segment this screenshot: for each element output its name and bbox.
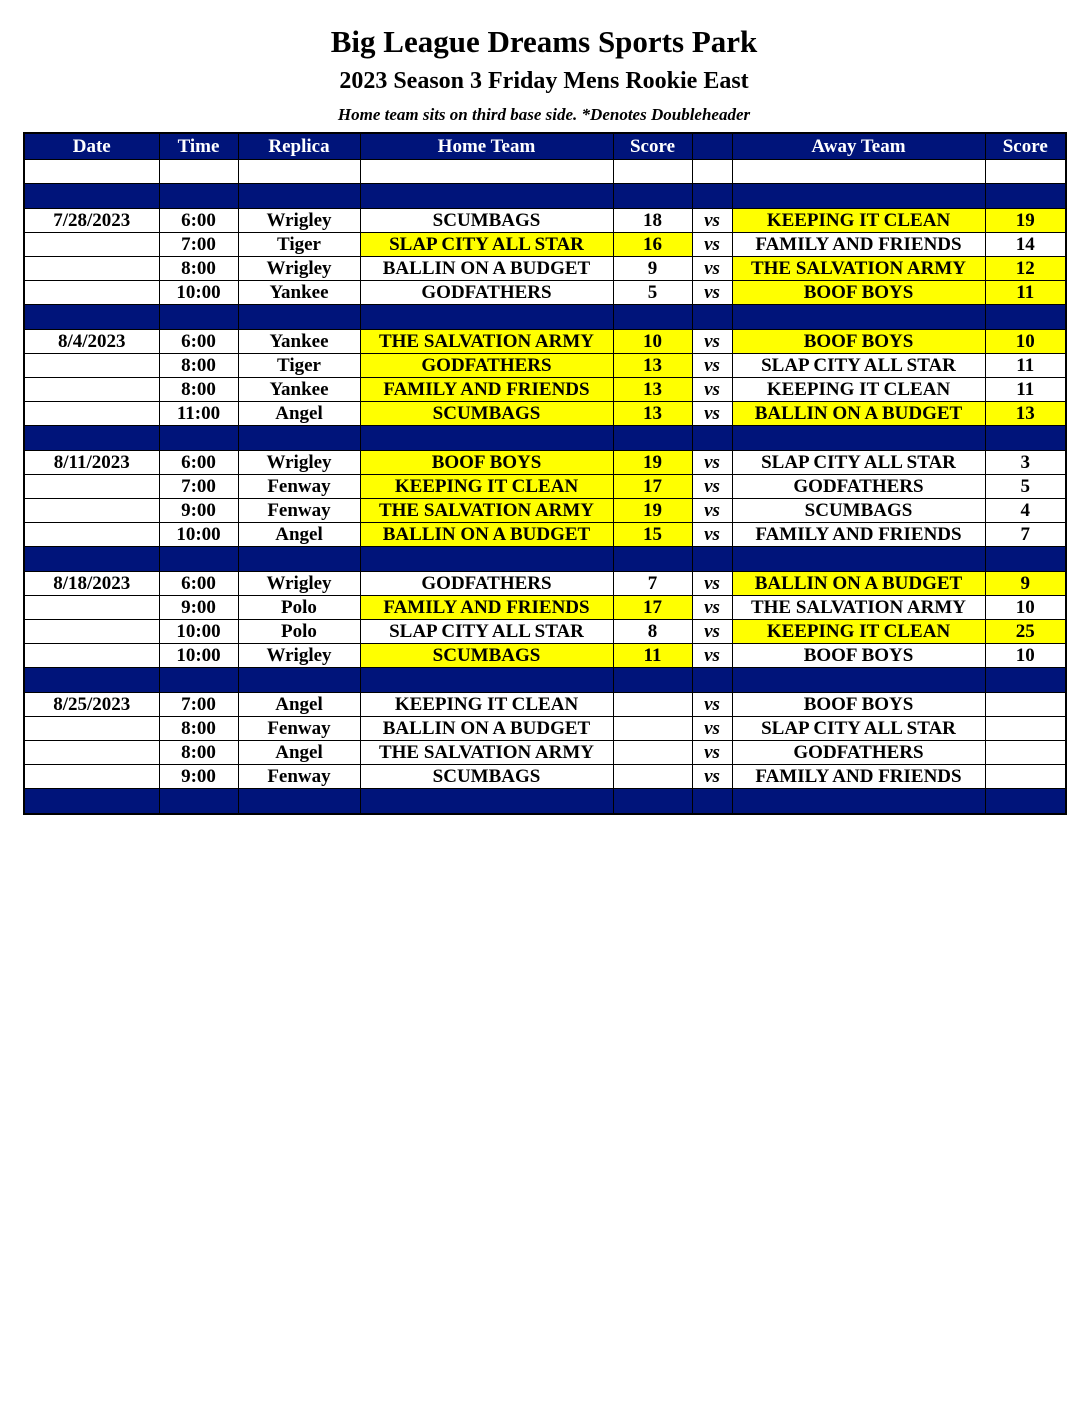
away-team: FAMILY AND FRIENDS <box>732 233 985 257</box>
blank-row <box>24 160 1066 184</box>
separator-row-cell <box>360 426 613 451</box>
home-score: 8 <box>613 620 692 644</box>
game-row <box>24 596 1066 620</box>
col-header-away-score: Score <box>985 133 1066 160</box>
game-time: 7:00 <box>159 475 238 499</box>
away-team: GODFATHERS <box>732 741 985 765</box>
home-score: 13 <box>613 378 692 402</box>
game-date <box>24 620 159 644</box>
game-replica: Wrigley <box>238 572 360 596</box>
home-score: 17 <box>613 475 692 499</box>
game-time: 8:00 <box>159 741 238 765</box>
game-replica: Yankee <box>238 281 360 305</box>
separator-row <box>24 547 1066 572</box>
game-time: 6:00 <box>159 330 238 354</box>
game-replica: Tiger <box>238 233 360 257</box>
vs-label: vs <box>692 257 732 281</box>
game-row <box>24 378 1066 402</box>
game-date <box>24 402 159 426</box>
game-date <box>24 378 159 402</box>
home-team: GODFATHERS <box>360 281 613 305</box>
away-score <box>985 693 1066 717</box>
away-team: SCUMBAGS <box>732 499 985 523</box>
home-score <box>613 717 692 741</box>
separator-row-cell <box>613 547 692 572</box>
vs-label: vs <box>692 523 732 547</box>
separator-row-cell <box>985 668 1066 693</box>
separator-row-cell <box>24 668 159 693</box>
separator-row <box>24 426 1066 451</box>
vs-label: vs <box>692 499 732 523</box>
separator-row-cell <box>360 789 613 815</box>
home-score: 15 <box>613 523 692 547</box>
separator-row-cell <box>24 789 159 815</box>
game-time: 10:00 <box>159 620 238 644</box>
game-time: 8:00 <box>159 354 238 378</box>
blank-row-cell <box>613 160 692 184</box>
vs-label: vs <box>692 596 732 620</box>
col-header-home-team: Home Team <box>360 133 613 160</box>
away-team: KEEPING IT CLEAN <box>732 209 985 233</box>
home-team: BALLIN ON A BUDGET <box>360 257 613 281</box>
game-time: 7:00 <box>159 233 238 257</box>
away-team: SLAP CITY ALL STAR <box>732 717 985 741</box>
away-score: 11 <box>985 354 1066 378</box>
separator-row-cell <box>692 547 732 572</box>
game-date <box>24 765 159 789</box>
game-row <box>24 499 1066 523</box>
game-replica: Wrigley <box>238 257 360 281</box>
game-date <box>24 257 159 281</box>
game-time: 8:00 <box>159 717 238 741</box>
away-score <box>985 765 1066 789</box>
separator-row-cell <box>732 305 985 330</box>
away-team: KEEPING IT CLEAN <box>732 620 985 644</box>
blank-row-cell <box>159 160 238 184</box>
game-time: 6:00 <box>159 572 238 596</box>
vs-label: vs <box>692 209 732 233</box>
separator-row-cell <box>24 184 159 209</box>
game-row <box>24 475 1066 499</box>
game-time: 9:00 <box>159 765 238 789</box>
game-row <box>24 451 1066 475</box>
away-score: 4 <box>985 499 1066 523</box>
vs-label: vs <box>692 451 732 475</box>
game-row <box>24 402 1066 426</box>
game-time: 6:00 <box>159 209 238 233</box>
away-team: SLAP CITY ALL STAR <box>732 354 985 378</box>
game-date <box>24 717 159 741</box>
blank-row-cell <box>692 160 732 184</box>
separator-row-cell <box>692 184 732 209</box>
game-time: 7:00 <box>159 693 238 717</box>
home-team: SLAP CITY ALL STAR <box>360 233 613 257</box>
game-date <box>24 354 159 378</box>
game-date: 8/18/2023 <box>24 572 159 596</box>
game-replica: Wrigley <box>238 209 360 233</box>
separator-row-cell <box>692 426 732 451</box>
separator-row-cell <box>985 305 1066 330</box>
col-header-away-team: Away Team <box>732 133 985 160</box>
separator-row-cell <box>238 547 360 572</box>
separator-row-cell <box>159 426 238 451</box>
game-replica: Angel <box>238 741 360 765</box>
home-team: THE SALVATION ARMY <box>360 330 613 354</box>
away-team: BOOF BOYS <box>732 281 985 305</box>
game-replica: Polo <box>238 596 360 620</box>
separator-row-cell <box>159 547 238 572</box>
col-header-date: Date <box>24 133 159 160</box>
separator-row-cell <box>732 789 985 815</box>
vs-label: vs <box>692 620 732 644</box>
home-score <box>613 765 692 789</box>
vs-label: vs <box>692 717 732 741</box>
home-score <box>613 693 692 717</box>
separator-row-cell <box>613 305 692 330</box>
game-time: 10:00 <box>159 523 238 547</box>
game-date <box>24 644 159 668</box>
home-score: 7 <box>613 572 692 596</box>
away-score <box>985 741 1066 765</box>
blank-row-cell <box>732 160 985 184</box>
separator-row-cell <box>732 547 985 572</box>
separator-row-cell <box>360 305 613 330</box>
separator-row-cell <box>159 184 238 209</box>
vs-label: vs <box>692 402 732 426</box>
game-row <box>24 281 1066 305</box>
away-team: KEEPING IT CLEAN <box>732 378 985 402</box>
home-team: GODFATHERS <box>360 354 613 378</box>
separator-row-cell <box>238 668 360 693</box>
separator-row-cell <box>159 305 238 330</box>
away-team: THE SALVATION ARMY <box>732 257 985 281</box>
game-row <box>24 330 1066 354</box>
away-team: BOOF BOYS <box>732 693 985 717</box>
away-team: THE SALVATION ARMY <box>732 596 985 620</box>
schedule-body <box>24 160 1066 815</box>
separator-row <box>24 668 1066 693</box>
game-row <box>24 741 1066 765</box>
separator-row-cell <box>238 184 360 209</box>
game-date <box>24 233 159 257</box>
separator-row-cell <box>238 305 360 330</box>
away-team: BOOF BOYS <box>732 330 985 354</box>
game-replica: Angel <box>238 402 360 426</box>
game-date: 8/4/2023 <box>24 330 159 354</box>
game-replica: Fenway <box>238 765 360 789</box>
game-date <box>24 475 159 499</box>
blank-row-cell <box>985 160 1066 184</box>
separator-row-cell <box>613 789 692 815</box>
game-date <box>24 499 159 523</box>
separator-row-cell <box>238 426 360 451</box>
home-team: BOOF BOYS <box>360 451 613 475</box>
away-score: 10 <box>985 644 1066 668</box>
home-team: SCUMBAGS <box>360 402 613 426</box>
home-team: FAMILY AND FRIENDS <box>360 378 613 402</box>
away-score: 10 <box>985 596 1066 620</box>
game-row <box>24 693 1066 717</box>
home-score: 10 <box>613 330 692 354</box>
game-date <box>24 596 159 620</box>
home-team: THE SALVATION ARMY <box>360 499 613 523</box>
home-score: 13 <box>613 354 692 378</box>
game-replica: Yankee <box>238 378 360 402</box>
game-replica: Tiger <box>238 354 360 378</box>
game-date: 7/28/2023 <box>24 209 159 233</box>
away-score: 11 <box>985 378 1066 402</box>
game-replica: Angel <box>238 523 360 547</box>
blank-row-cell <box>360 160 613 184</box>
home-score: 9 <box>613 257 692 281</box>
header-row <box>24 133 1066 160</box>
col-header-time: Time <box>159 133 238 160</box>
home-score: 17 <box>613 596 692 620</box>
game-replica: Fenway <box>238 499 360 523</box>
separator-row-cell <box>360 547 613 572</box>
separator-row-cell <box>692 668 732 693</box>
game-time: 10:00 <box>159 644 238 668</box>
separator-row-cell <box>985 184 1066 209</box>
game-row <box>24 765 1066 789</box>
home-score: 11 <box>613 644 692 668</box>
home-team: FAMILY AND FRIENDS <box>360 596 613 620</box>
home-team: SCUMBAGS <box>360 209 613 233</box>
away-score: 10 <box>985 330 1066 354</box>
game-replica: Angel <box>238 693 360 717</box>
vs-label: vs <box>692 765 732 789</box>
separator-row-cell <box>360 184 613 209</box>
away-team: GODFATHERS <box>732 475 985 499</box>
away-score: 7 <box>985 523 1066 547</box>
separator-row <box>24 305 1066 330</box>
home-team: SCUMBAGS <box>360 765 613 789</box>
separator-row-cell <box>985 426 1066 451</box>
game-time: 9:00 <box>159 499 238 523</box>
separator-row-cell <box>159 668 238 693</box>
home-score: 13 <box>613 402 692 426</box>
game-date: 8/25/2023 <box>24 693 159 717</box>
separator-row-cell <box>985 547 1066 572</box>
vs-label: vs <box>692 354 732 378</box>
page-subtitle: 2023 Season 3 Friday Mens Rookie East <box>339 68 749 94</box>
game-row <box>24 233 1066 257</box>
game-replica: Yankee <box>238 330 360 354</box>
vs-label: vs <box>692 281 732 305</box>
away-score: 3 <box>985 451 1066 475</box>
away-team: BALLIN ON A BUDGET <box>732 402 985 426</box>
game-row <box>24 209 1066 233</box>
separator-row-cell <box>692 789 732 815</box>
home-score: 19 <box>613 499 692 523</box>
separator-row-cell <box>159 789 238 815</box>
home-team: BALLIN ON A BUDGET <box>360 523 613 547</box>
separator-row-cell <box>613 668 692 693</box>
separator-row-cell <box>360 668 613 693</box>
away-team: FAMILY AND FRIENDS <box>732 765 985 789</box>
vs-label: vs <box>692 330 732 354</box>
home-score: 19 <box>613 451 692 475</box>
away-score: 12 <box>985 257 1066 281</box>
vs-label: vs <box>692 475 732 499</box>
home-score: 5 <box>613 281 692 305</box>
game-date <box>24 523 159 547</box>
game-replica: Wrigley <box>238 644 360 668</box>
col-header-replica: Replica <box>238 133 360 160</box>
vs-label: vs <box>692 233 732 257</box>
vs-label: vs <box>692 644 732 668</box>
game-row <box>24 572 1066 596</box>
col-header-vs <box>692 133 732 160</box>
away-team: FAMILY AND FRIENDS <box>732 523 985 547</box>
separator-row-cell <box>732 184 985 209</box>
game-replica: Fenway <box>238 717 360 741</box>
home-score <box>613 741 692 765</box>
home-team: SCUMBAGS <box>360 644 613 668</box>
separator-row-cell <box>613 426 692 451</box>
game-time: 6:00 <box>159 451 238 475</box>
away-score: 14 <box>985 233 1066 257</box>
vs-label: vs <box>692 693 732 717</box>
game-date: 8/11/2023 <box>24 451 159 475</box>
away-team: SLAP CITY ALL STAR <box>732 451 985 475</box>
home-team: GODFATHERS <box>360 572 613 596</box>
separator-row <box>24 184 1066 209</box>
away-score: 11 <box>985 281 1066 305</box>
away-score: 25 <box>985 620 1066 644</box>
game-row <box>24 717 1066 741</box>
game-date <box>24 281 159 305</box>
game-time: 8:00 <box>159 378 238 402</box>
separator-row-cell <box>24 426 159 451</box>
home-team: SLAP CITY ALL STAR <box>360 620 613 644</box>
separator-row-cell <box>732 668 985 693</box>
away-score: 9 <box>985 572 1066 596</box>
away-team: BALLIN ON A BUDGET <box>732 572 985 596</box>
game-row <box>24 644 1066 668</box>
page-note: Home team sits on third base side. *Denotes Doubleheader <box>337 105 751 124</box>
schedule-table <box>23 132 1067 815</box>
col-header-home-score: Score <box>613 133 692 160</box>
home-team: BALLIN ON A BUDGET <box>360 717 613 741</box>
away-team: BOOF BOYS <box>732 644 985 668</box>
away-score: 13 <box>985 402 1066 426</box>
game-replica: Polo <box>238 620 360 644</box>
vs-label: vs <box>692 741 732 765</box>
game-row <box>24 354 1066 378</box>
home-team: THE SALVATION ARMY <box>360 741 613 765</box>
page-title: Big League Dreams Sports Park <box>330 24 758 59</box>
home-score: 18 <box>613 209 692 233</box>
separator-row-cell <box>692 305 732 330</box>
game-replica: Wrigley <box>238 451 360 475</box>
vs-label: vs <box>692 572 732 596</box>
separator-row-cell <box>985 789 1066 815</box>
game-time: 10:00 <box>159 281 238 305</box>
home-team: KEEPING IT CLEAN <box>360 475 613 499</box>
separator-row <box>24 789 1066 815</box>
vs-label: vs <box>692 378 732 402</box>
home-team: KEEPING IT CLEAN <box>360 693 613 717</box>
game-time: 8:00 <box>159 257 238 281</box>
game-row <box>24 257 1066 281</box>
home-score: 16 <box>613 233 692 257</box>
separator-row-cell <box>238 789 360 815</box>
away-score: 5 <box>985 475 1066 499</box>
blank-row-cell <box>24 160 159 184</box>
separator-row-cell <box>24 547 159 572</box>
game-time: 11:00 <box>159 402 238 426</box>
game-time: 9:00 <box>159 596 238 620</box>
game-row <box>24 523 1066 547</box>
game-row <box>24 620 1066 644</box>
blank-row-cell <box>238 160 360 184</box>
game-date <box>24 741 159 765</box>
away-score: 19 <box>985 209 1066 233</box>
separator-row-cell <box>613 184 692 209</box>
separator-row-cell <box>732 426 985 451</box>
away-score <box>985 717 1066 741</box>
game-replica: Fenway <box>238 475 360 499</box>
separator-row-cell <box>24 305 159 330</box>
